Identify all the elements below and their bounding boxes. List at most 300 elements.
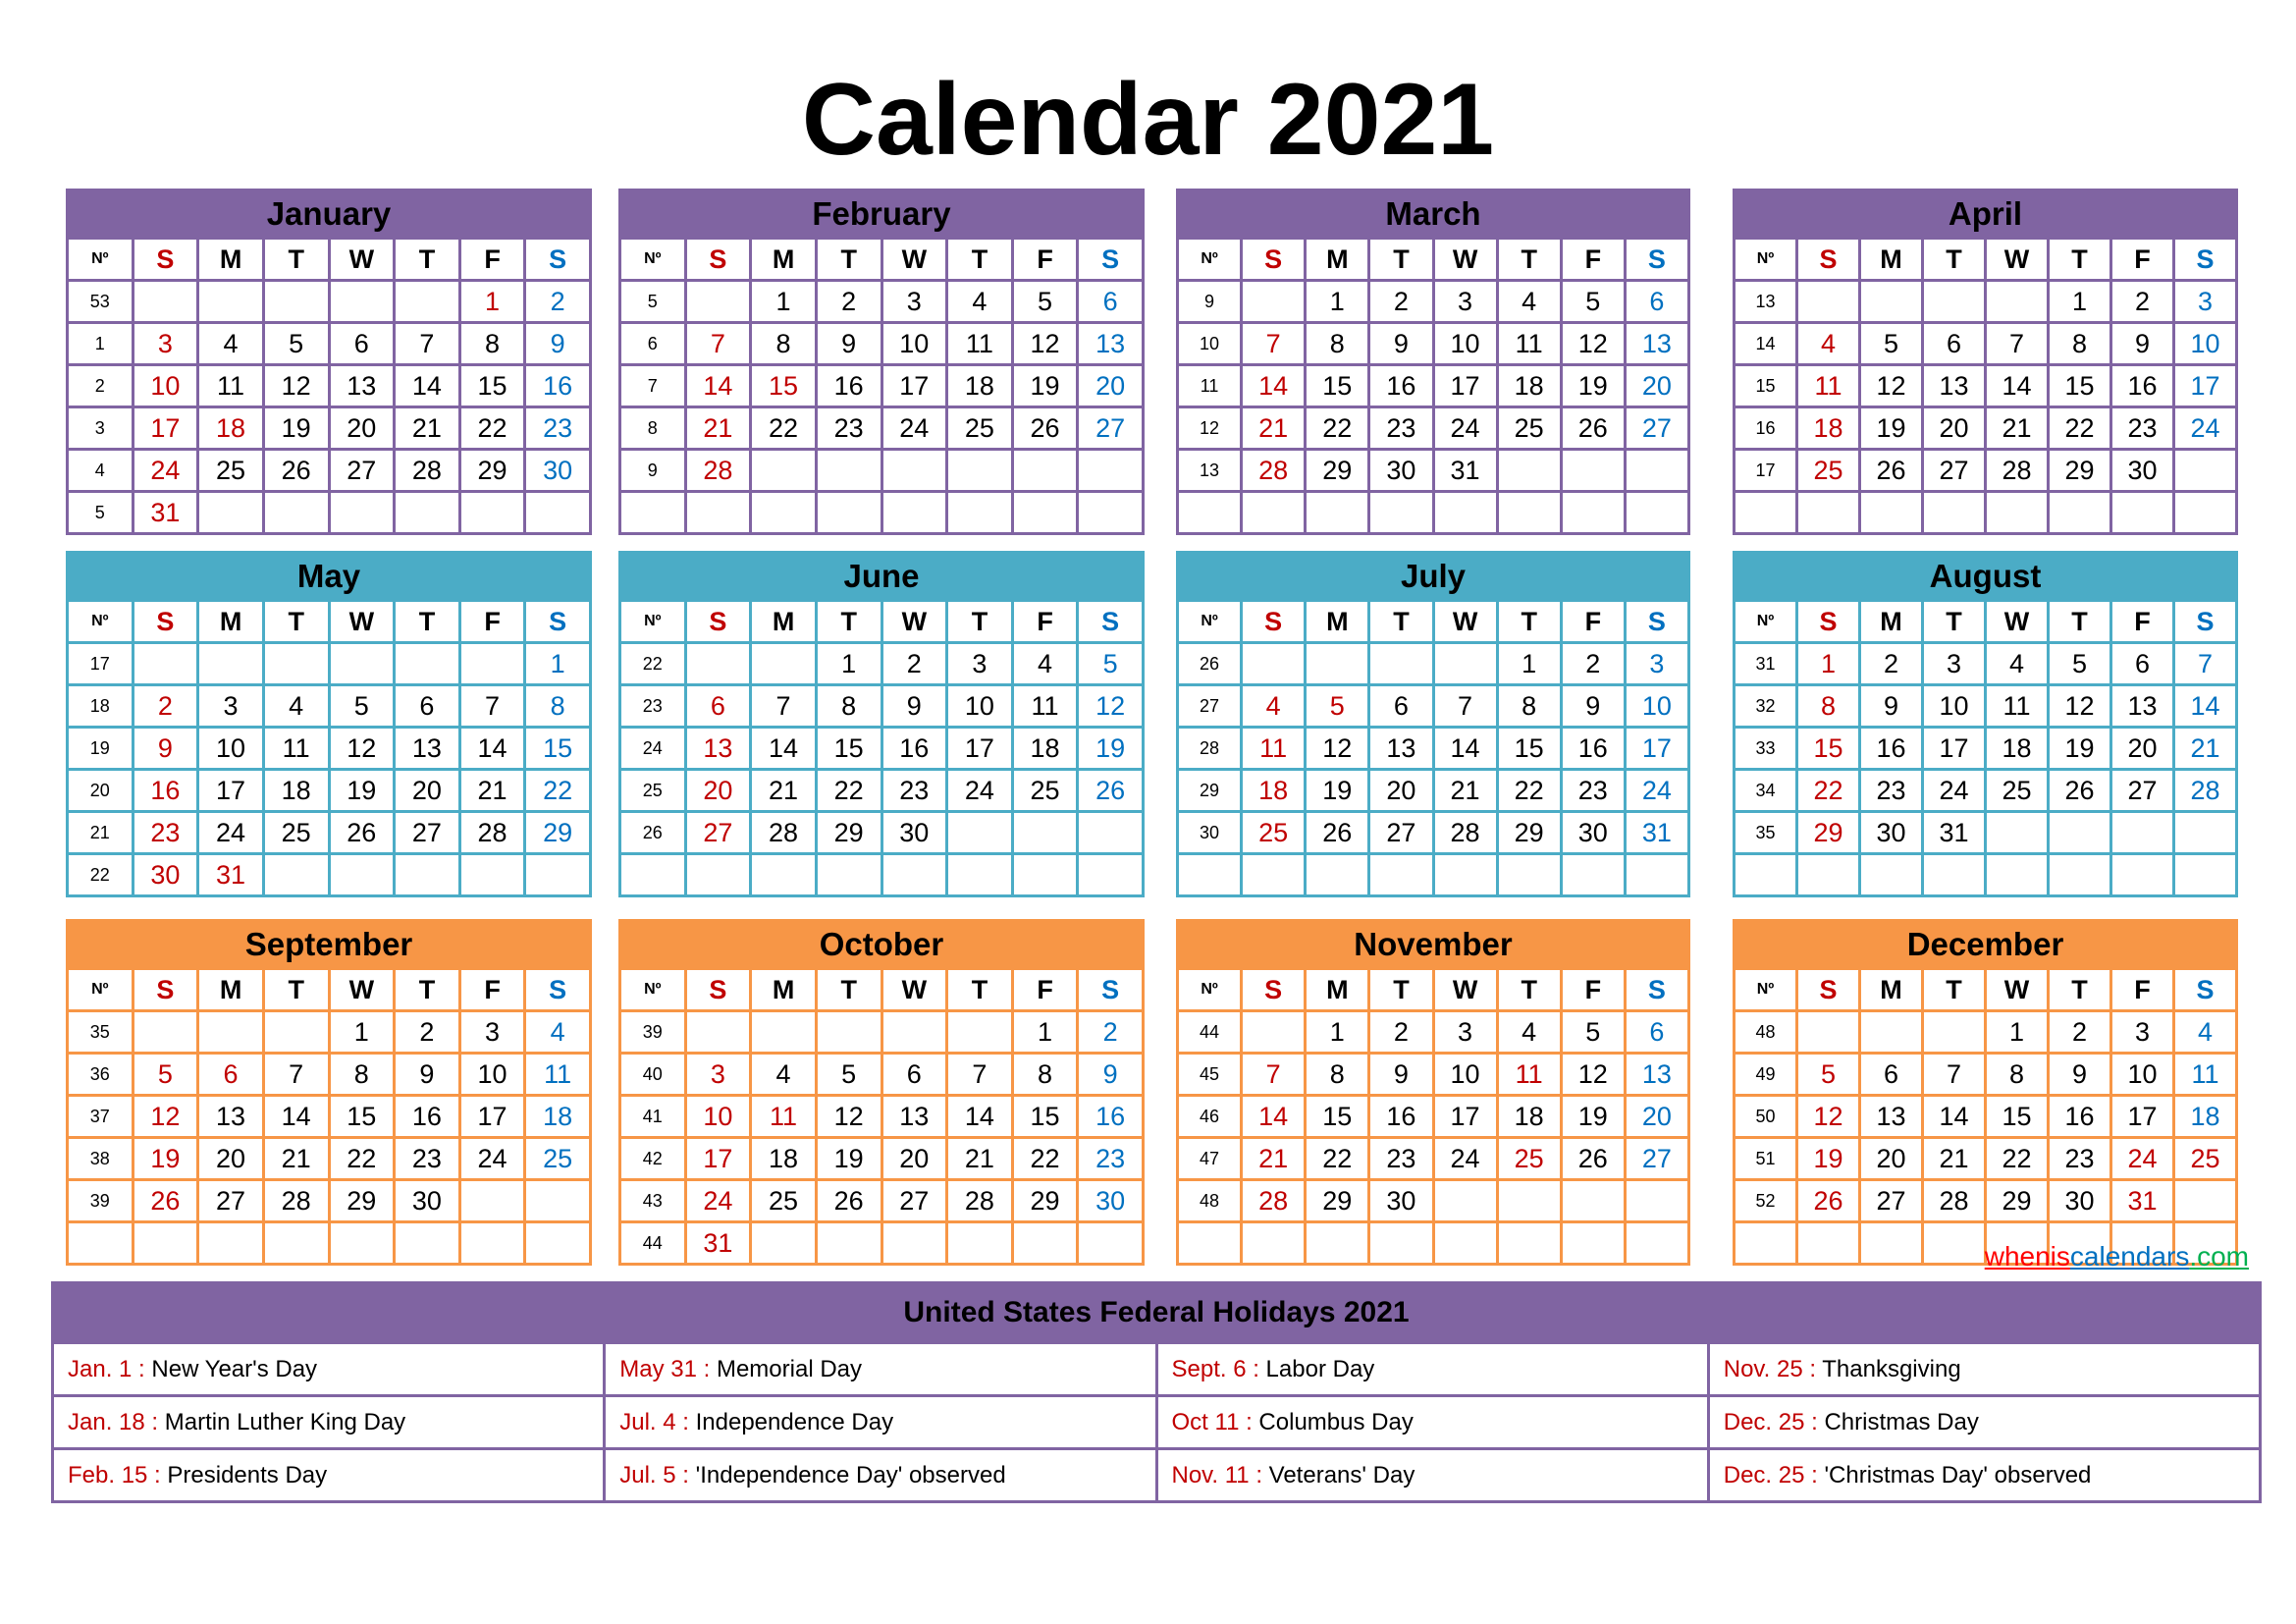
- day-cell[interactable]: 10: [2111, 1054, 2174, 1096]
- day-cell[interactable]: 9: [1860, 685, 1923, 728]
- day-cell[interactable]: 24: [881, 407, 947, 450]
- day-cell[interactable]: 22: [1497, 770, 1561, 812]
- day-cell[interactable]: 5: [1306, 685, 1369, 728]
- day-cell[interactable]: 10: [947, 685, 1013, 728]
- day-cell[interactable]: 21: [395, 407, 460, 450]
- day-cell[interactable]: 29: [329, 1180, 395, 1222]
- day-cell[interactable]: 19: [1797, 1138, 1860, 1180]
- day-cell[interactable]: 23: [1860, 770, 1923, 812]
- day-cell[interactable]: 28: [395, 450, 460, 492]
- day-cell[interactable]: 11: [263, 728, 329, 770]
- day-cell[interactable]: 4: [1012, 643, 1078, 685]
- day-cell[interactable]: 14: [947, 1096, 1013, 1138]
- day-cell[interactable]: 29: [1986, 1180, 2049, 1222]
- day-cell[interactable]: 11: [525, 1054, 591, 1096]
- day-cell[interactable]: 11: [1012, 685, 1078, 728]
- day-cell[interactable]: 10: [198, 728, 264, 770]
- day-cell[interactable]: 24: [198, 812, 264, 854]
- day-cell[interactable]: 10: [459, 1054, 525, 1096]
- day-cell[interactable]: 18: [1012, 728, 1078, 770]
- day-cell[interactable]: 8: [2049, 323, 2111, 365]
- day-cell[interactable]: 29: [816, 812, 881, 854]
- day-cell[interactable]: 15: [459, 365, 525, 407]
- day-cell[interactable]: 22: [1012, 1138, 1078, 1180]
- day-cell[interactable]: 25: [1497, 407, 1561, 450]
- day-cell[interactable]: 11: [2174, 1054, 2237, 1096]
- day-cell[interactable]: 9: [1369, 323, 1433, 365]
- day-cell[interactable]: 19: [263, 407, 329, 450]
- day-cell[interactable]: 3: [2174, 281, 2237, 323]
- day-cell[interactable]: 8: [1797, 685, 1860, 728]
- day-cell[interactable]: 29: [1012, 1180, 1078, 1222]
- day-cell[interactable]: 5: [1561, 281, 1625, 323]
- day-cell[interactable]: 27: [1369, 812, 1433, 854]
- day-cell[interactable]: 25: [525, 1138, 591, 1180]
- day-cell[interactable]: 31: [198, 854, 264, 896]
- day-cell[interactable]: 14: [1986, 365, 2049, 407]
- day-cell[interactable]: 30: [395, 1180, 460, 1222]
- day-cell[interactable]: 16: [1078, 1096, 1144, 1138]
- day-cell[interactable]: 19: [816, 1138, 881, 1180]
- day-cell[interactable]: 2: [525, 281, 591, 323]
- day-cell[interactable]: 18: [1986, 728, 2049, 770]
- day-cell[interactable]: 2: [1078, 1011, 1144, 1054]
- day-cell[interactable]: 26: [1561, 407, 1625, 450]
- day-cell[interactable]: 7: [1242, 1054, 1306, 1096]
- day-cell[interactable]: 14: [751, 728, 817, 770]
- day-cell[interactable]: 12: [1561, 323, 1625, 365]
- day-cell[interactable]: 17: [2111, 1096, 2174, 1138]
- day-cell[interactable]: 25: [198, 450, 264, 492]
- day-cell[interactable]: 22: [1797, 770, 1860, 812]
- day-cell[interactable]: 10: [1433, 1054, 1497, 1096]
- day-cell[interactable]: 22: [329, 1138, 395, 1180]
- day-cell[interactable]: 6: [198, 1054, 264, 1096]
- day-cell[interactable]: 21: [751, 770, 817, 812]
- day-cell[interactable]: 21: [1242, 407, 1306, 450]
- day-cell[interactable]: 30: [1369, 450, 1433, 492]
- day-cell[interactable]: 24: [459, 1138, 525, 1180]
- day-cell[interactable]: 14: [395, 365, 460, 407]
- day-cell[interactable]: 1: [525, 643, 591, 685]
- day-cell[interactable]: 19: [1012, 365, 1078, 407]
- day-cell[interactable]: 9: [2111, 323, 2174, 365]
- day-cell[interactable]: 15: [2049, 365, 2111, 407]
- day-cell[interactable]: 18: [198, 407, 264, 450]
- day-cell[interactable]: 6: [1078, 281, 1144, 323]
- day-cell[interactable]: 17: [1923, 728, 1986, 770]
- day-cell[interactable]: 2: [133, 685, 198, 728]
- day-cell[interactable]: 16: [1561, 728, 1625, 770]
- day-cell[interactable]: 31: [2111, 1180, 2174, 1222]
- day-cell[interactable]: 21: [1923, 1138, 1986, 1180]
- day-cell[interactable]: 6: [1860, 1054, 1923, 1096]
- day-cell[interactable]: 6: [2111, 643, 2174, 685]
- day-cell[interactable]: 1: [459, 281, 525, 323]
- day-cell[interactable]: 24: [947, 770, 1013, 812]
- day-cell[interactable]: 30: [1860, 812, 1923, 854]
- day-cell[interactable]: 3: [133, 323, 198, 365]
- day-cell[interactable]: 12: [1306, 728, 1369, 770]
- day-cell[interactable]: 3: [881, 281, 947, 323]
- day-cell[interactable]: 31: [1923, 812, 1986, 854]
- day-cell[interactable]: 20: [198, 1138, 264, 1180]
- day-cell[interactable]: 3: [459, 1011, 525, 1054]
- day-cell[interactable]: 14: [1242, 1096, 1306, 1138]
- day-cell[interactable]: 25: [263, 812, 329, 854]
- watermark-link[interactable]: [1985, 1241, 2249, 1272]
- day-cell[interactable]: 13: [1923, 365, 1986, 407]
- day-cell[interactable]: 30: [2049, 1180, 2111, 1222]
- day-cell[interactable]: 21: [459, 770, 525, 812]
- day-cell[interactable]: 13: [881, 1096, 947, 1138]
- day-cell[interactable]: 9: [816, 323, 881, 365]
- day-cell[interactable]: 28: [751, 812, 817, 854]
- day-cell[interactable]: 5: [1561, 1011, 1625, 1054]
- day-cell[interactable]: 4: [1242, 685, 1306, 728]
- day-cell[interactable]: 27: [198, 1180, 264, 1222]
- day-cell[interactable]: 6: [1369, 685, 1433, 728]
- day-cell[interactable]: 2: [1369, 281, 1433, 323]
- day-cell[interactable]: 21: [685, 407, 751, 450]
- day-cell[interactable]: 15: [751, 365, 817, 407]
- day-cell[interactable]: 4: [525, 1011, 591, 1054]
- day-cell[interactable]: 2: [395, 1011, 460, 1054]
- day-cell[interactable]: 12: [1797, 1096, 1860, 1138]
- day-cell[interactable]: 3: [685, 1054, 751, 1096]
- day-cell[interactable]: 8: [329, 1054, 395, 1096]
- day-cell[interactable]: 17: [881, 365, 947, 407]
- day-cell[interactable]: 29: [2049, 450, 2111, 492]
- day-cell[interactable]: 22: [525, 770, 591, 812]
- day-cell[interactable]: 12: [263, 365, 329, 407]
- day-cell[interactable]: 7: [1433, 685, 1497, 728]
- day-cell[interactable]: 16: [816, 365, 881, 407]
- day-cell[interactable]: 24: [2111, 1138, 2174, 1180]
- day-cell[interactable]: 1: [1306, 281, 1369, 323]
- day-cell[interactable]: 16: [881, 728, 947, 770]
- day-cell[interactable]: 8: [1986, 1054, 2049, 1096]
- day-cell[interactable]: 31: [1433, 450, 1497, 492]
- day-cell[interactable]: 25: [1797, 450, 1860, 492]
- day-cell[interactable]: 16: [1369, 365, 1433, 407]
- day-cell[interactable]: 11: [1497, 1054, 1561, 1096]
- day-cell[interactable]: 21: [2174, 728, 2237, 770]
- day-cell[interactable]: 22: [751, 407, 817, 450]
- day-cell[interactable]: 17: [1433, 1096, 1497, 1138]
- day-cell[interactable]: 7: [947, 1054, 1013, 1096]
- day-cell[interactable]: 19: [1860, 407, 1923, 450]
- day-cell[interactable]: 27: [329, 450, 395, 492]
- day-cell[interactable]: 3: [2111, 1011, 2174, 1054]
- day-cell[interactable]: 26: [1797, 1180, 1860, 1222]
- day-cell[interactable]: 28: [947, 1180, 1013, 1222]
- day-cell[interactable]: 5: [1797, 1054, 1860, 1096]
- day-cell[interactable]: 22: [1306, 407, 1369, 450]
- day-cell[interactable]: 6: [685, 685, 751, 728]
- day-cell[interactable]: 5: [1078, 643, 1144, 685]
- day-cell[interactable]: 14: [685, 365, 751, 407]
- day-cell[interactable]: 10: [1923, 685, 1986, 728]
- day-cell[interactable]: 9: [1369, 1054, 1433, 1096]
- day-cell[interactable]: 26: [1306, 812, 1369, 854]
- day-cell[interactable]: 6: [395, 685, 460, 728]
- day-cell[interactable]: 9: [133, 728, 198, 770]
- day-cell[interactable]: 21: [263, 1138, 329, 1180]
- day-cell[interactable]: 4: [263, 685, 329, 728]
- day-cell[interactable]: 17: [198, 770, 264, 812]
- day-cell[interactable]: 11: [1986, 685, 2049, 728]
- day-cell[interactable]: 19: [1306, 770, 1369, 812]
- day-cell[interactable]: 3: [1923, 643, 1986, 685]
- day-cell[interactable]: 23: [1369, 1138, 1433, 1180]
- day-cell[interactable]: 27: [1923, 450, 1986, 492]
- day-cell[interactable]: 7: [395, 323, 460, 365]
- day-cell[interactable]: 21: [1433, 770, 1497, 812]
- day-cell[interactable]: 23: [1078, 1138, 1144, 1180]
- day-cell[interactable]: 4: [1986, 643, 2049, 685]
- day-cell[interactable]: 8: [1497, 685, 1561, 728]
- day-cell[interactable]: 7: [685, 323, 751, 365]
- day-cell[interactable]: 12: [133, 1096, 198, 1138]
- day-cell[interactable]: 12: [329, 728, 395, 770]
- day-cell[interactable]: 22: [2049, 407, 2111, 450]
- day-cell[interactable]: 12: [1561, 1054, 1625, 1096]
- day-cell[interactable]: 15: [816, 728, 881, 770]
- day-cell[interactable]: 8: [459, 323, 525, 365]
- day-cell[interactable]: 2: [2111, 281, 2174, 323]
- day-cell[interactable]: 15: [1306, 1096, 1369, 1138]
- day-cell[interactable]: 26: [263, 450, 329, 492]
- day-cell[interactable]: 30: [2111, 450, 2174, 492]
- day-cell[interactable]: 18: [263, 770, 329, 812]
- day-cell[interactable]: 21: [1242, 1138, 1306, 1180]
- day-cell[interactable]: 25: [1986, 770, 2049, 812]
- day-cell[interactable]: 4: [1497, 1011, 1561, 1054]
- day-cell[interactable]: 3: [198, 685, 264, 728]
- day-cell[interactable]: 13: [1369, 728, 1433, 770]
- day-cell[interactable]: 18: [1242, 770, 1306, 812]
- day-cell[interactable]: 3: [1625, 643, 1688, 685]
- day-cell[interactable]: 27: [685, 812, 751, 854]
- day-cell[interactable]: 20: [1369, 770, 1433, 812]
- day-cell[interactable]: 19: [329, 770, 395, 812]
- day-cell[interactable]: 5: [263, 323, 329, 365]
- day-cell[interactable]: 21: [947, 1138, 1013, 1180]
- day-cell[interactable]: 13: [1625, 1054, 1688, 1096]
- day-cell[interactable]: 1: [1306, 1011, 1369, 1054]
- day-cell[interactable]: 1: [816, 643, 881, 685]
- day-cell[interactable]: 20: [2111, 728, 2174, 770]
- day-cell[interactable]: 28: [263, 1180, 329, 1222]
- day-cell[interactable]: 4: [198, 323, 264, 365]
- day-cell[interactable]: 4: [1497, 281, 1561, 323]
- day-cell[interactable]: 20: [1923, 407, 1986, 450]
- day-cell[interactable]: 31: [685, 1222, 751, 1265]
- day-cell[interactable]: 20: [1078, 365, 1144, 407]
- day-cell[interactable]: 15: [1497, 728, 1561, 770]
- day-cell[interactable]: 1: [1012, 1011, 1078, 1054]
- day-cell[interactable]: 15: [329, 1096, 395, 1138]
- day-cell[interactable]: 16: [2111, 365, 2174, 407]
- day-cell[interactable]: 2: [816, 281, 881, 323]
- day-cell[interactable]: 23: [881, 770, 947, 812]
- day-cell[interactable]: 27: [1625, 1138, 1688, 1180]
- day-cell[interactable]: 26: [1012, 407, 1078, 450]
- day-cell[interactable]: 18: [525, 1096, 591, 1138]
- day-cell[interactable]: 7: [2174, 643, 2237, 685]
- day-cell[interactable]: 23: [395, 1138, 460, 1180]
- day-cell[interactable]: 14: [459, 728, 525, 770]
- day-cell[interactable]: 20: [1625, 1096, 1688, 1138]
- day-cell[interactable]: 12: [2049, 685, 2111, 728]
- day-cell[interactable]: 9: [1561, 685, 1625, 728]
- day-cell[interactable]: 6: [1625, 281, 1688, 323]
- day-cell[interactable]: 14: [1433, 728, 1497, 770]
- day-cell[interactable]: 10: [133, 365, 198, 407]
- day-cell[interactable]: 17: [459, 1096, 525, 1138]
- day-cell[interactable]: 27: [1860, 1180, 1923, 1222]
- day-cell[interactable]: 23: [1369, 407, 1433, 450]
- day-cell[interactable]: 13: [329, 365, 395, 407]
- day-cell[interactable]: 5: [1012, 281, 1078, 323]
- day-cell[interactable]: 26: [329, 812, 395, 854]
- day-cell[interactable]: 25: [751, 1180, 817, 1222]
- day-cell[interactable]: 4: [1797, 323, 1860, 365]
- day-cell[interactable]: 11: [1242, 728, 1306, 770]
- day-cell[interactable]: 9: [881, 685, 947, 728]
- day-cell[interactable]: 1: [329, 1011, 395, 1054]
- day-cell[interactable]: 30: [133, 854, 198, 896]
- day-cell[interactable]: 20: [1860, 1138, 1923, 1180]
- day-cell[interactable]: 24: [1923, 770, 1986, 812]
- day-cell[interactable]: 19: [1561, 1096, 1625, 1138]
- day-cell[interactable]: 7: [459, 685, 525, 728]
- day-cell[interactable]: 12: [816, 1096, 881, 1138]
- day-cell[interactable]: 15: [1012, 1096, 1078, 1138]
- day-cell[interactable]: 7: [1923, 1054, 1986, 1096]
- day-cell[interactable]: 17: [685, 1138, 751, 1180]
- day-cell[interactable]: 23: [816, 407, 881, 450]
- day-cell[interactable]: 28: [459, 812, 525, 854]
- day-cell[interactable]: 26: [133, 1180, 198, 1222]
- day-cell[interactable]: 7: [751, 685, 817, 728]
- day-cell[interactable]: 30: [1561, 812, 1625, 854]
- day-cell[interactable]: 2: [881, 643, 947, 685]
- day-cell[interactable]: 29: [1306, 1180, 1369, 1222]
- day-cell[interactable]: 8: [1306, 1054, 1369, 1096]
- day-cell[interactable]: 8: [1306, 323, 1369, 365]
- day-cell[interactable]: 16: [395, 1096, 460, 1138]
- day-cell[interactable]: 1: [1986, 1011, 2049, 1054]
- day-cell[interactable]: 29: [525, 812, 591, 854]
- day-cell[interactable]: 25: [1242, 812, 1306, 854]
- day-cell[interactable]: 28: [1433, 812, 1497, 854]
- day-cell[interactable]: 8: [816, 685, 881, 728]
- day-cell[interactable]: 12: [1012, 323, 1078, 365]
- day-cell[interactable]: 28: [1242, 1180, 1306, 1222]
- day-cell[interactable]: 15: [525, 728, 591, 770]
- day-cell[interactable]: 18: [751, 1138, 817, 1180]
- day-cell[interactable]: 24: [133, 450, 198, 492]
- day-cell[interactable]: 2: [1369, 1011, 1433, 1054]
- day-cell[interactable]: 22: [1306, 1138, 1369, 1180]
- day-cell[interactable]: 20: [685, 770, 751, 812]
- day-cell[interactable]: 13: [1625, 323, 1688, 365]
- day-cell[interactable]: 8: [751, 323, 817, 365]
- day-cell[interactable]: 31: [1625, 812, 1688, 854]
- day-cell[interactable]: 30: [1078, 1180, 1144, 1222]
- day-cell[interactable]: 18: [1497, 365, 1561, 407]
- day-cell[interactable]: 24: [1433, 1138, 1497, 1180]
- day-cell[interactable]: 10: [881, 323, 947, 365]
- day-cell[interactable]: 10: [1625, 685, 1688, 728]
- day-cell[interactable]: 27: [881, 1180, 947, 1222]
- day-cell[interactable]: 19: [133, 1138, 198, 1180]
- day-cell[interactable]: 26: [1561, 1138, 1625, 1180]
- day-cell[interactable]: 2: [2049, 1011, 2111, 1054]
- day-cell[interactable]: 23: [133, 812, 198, 854]
- day-cell[interactable]: 29: [1797, 812, 1860, 854]
- day-cell[interactable]: 16: [2049, 1096, 2111, 1138]
- day-cell[interactable]: 7: [263, 1054, 329, 1096]
- day-cell[interactable]: 24: [1433, 407, 1497, 450]
- day-cell[interactable]: 10: [1433, 323, 1497, 365]
- day-cell[interactable]: 25: [2174, 1138, 2237, 1180]
- day-cell[interactable]: 3: [1433, 1011, 1497, 1054]
- day-cell[interactable]: 23: [525, 407, 591, 450]
- day-cell[interactable]: 24: [2174, 407, 2237, 450]
- day-cell[interactable]: 12: [1078, 685, 1144, 728]
- day-cell[interactable]: 31: [133, 492, 198, 534]
- day-cell[interactable]: 20: [329, 407, 395, 450]
- day-cell[interactable]: 1: [2049, 281, 2111, 323]
- day-cell[interactable]: 11: [198, 365, 264, 407]
- day-cell[interactable]: 15: [1306, 365, 1369, 407]
- day-cell[interactable]: 24: [685, 1180, 751, 1222]
- day-cell[interactable]: 7: [1242, 323, 1306, 365]
- day-cell[interactable]: 30: [881, 812, 947, 854]
- day-cell[interactable]: 5: [329, 685, 395, 728]
- day-cell[interactable]: 6: [329, 323, 395, 365]
- day-cell[interactable]: 5: [816, 1054, 881, 1096]
- day-cell[interactable]: 29: [459, 450, 525, 492]
- day-cell[interactable]: 10: [2174, 323, 2237, 365]
- day-cell[interactable]: 19: [2049, 728, 2111, 770]
- day-cell[interactable]: 28: [1986, 450, 2049, 492]
- day-cell[interactable]: 30: [525, 450, 591, 492]
- day-cell[interactable]: 17: [1625, 728, 1688, 770]
- day-cell[interactable]: 11: [1497, 323, 1561, 365]
- day-cell[interactable]: 6: [1625, 1011, 1688, 1054]
- day-cell[interactable]: 11: [1797, 365, 1860, 407]
- day-cell[interactable]: 27: [2111, 770, 2174, 812]
- day-cell[interactable]: 13: [198, 1096, 264, 1138]
- day-cell[interactable]: 17: [947, 728, 1013, 770]
- day-cell[interactable]: 20: [395, 770, 460, 812]
- day-cell[interactable]: 18: [1797, 407, 1860, 450]
- day-cell[interactable]: 26: [816, 1180, 881, 1222]
- day-cell[interactable]: 30: [1369, 1180, 1433, 1222]
- day-cell[interactable]: 23: [2111, 407, 2174, 450]
- day-cell[interactable]: 28: [685, 450, 751, 492]
- day-cell[interactable]: 5: [2049, 643, 2111, 685]
- day-cell[interactable]: 13: [1860, 1096, 1923, 1138]
- day-cell[interactable]: 1: [1497, 643, 1561, 685]
- day-cell[interactable]: 19: [1561, 365, 1625, 407]
- day-cell[interactable]: 13: [1078, 323, 1144, 365]
- day-cell[interactable]: 16: [1860, 728, 1923, 770]
